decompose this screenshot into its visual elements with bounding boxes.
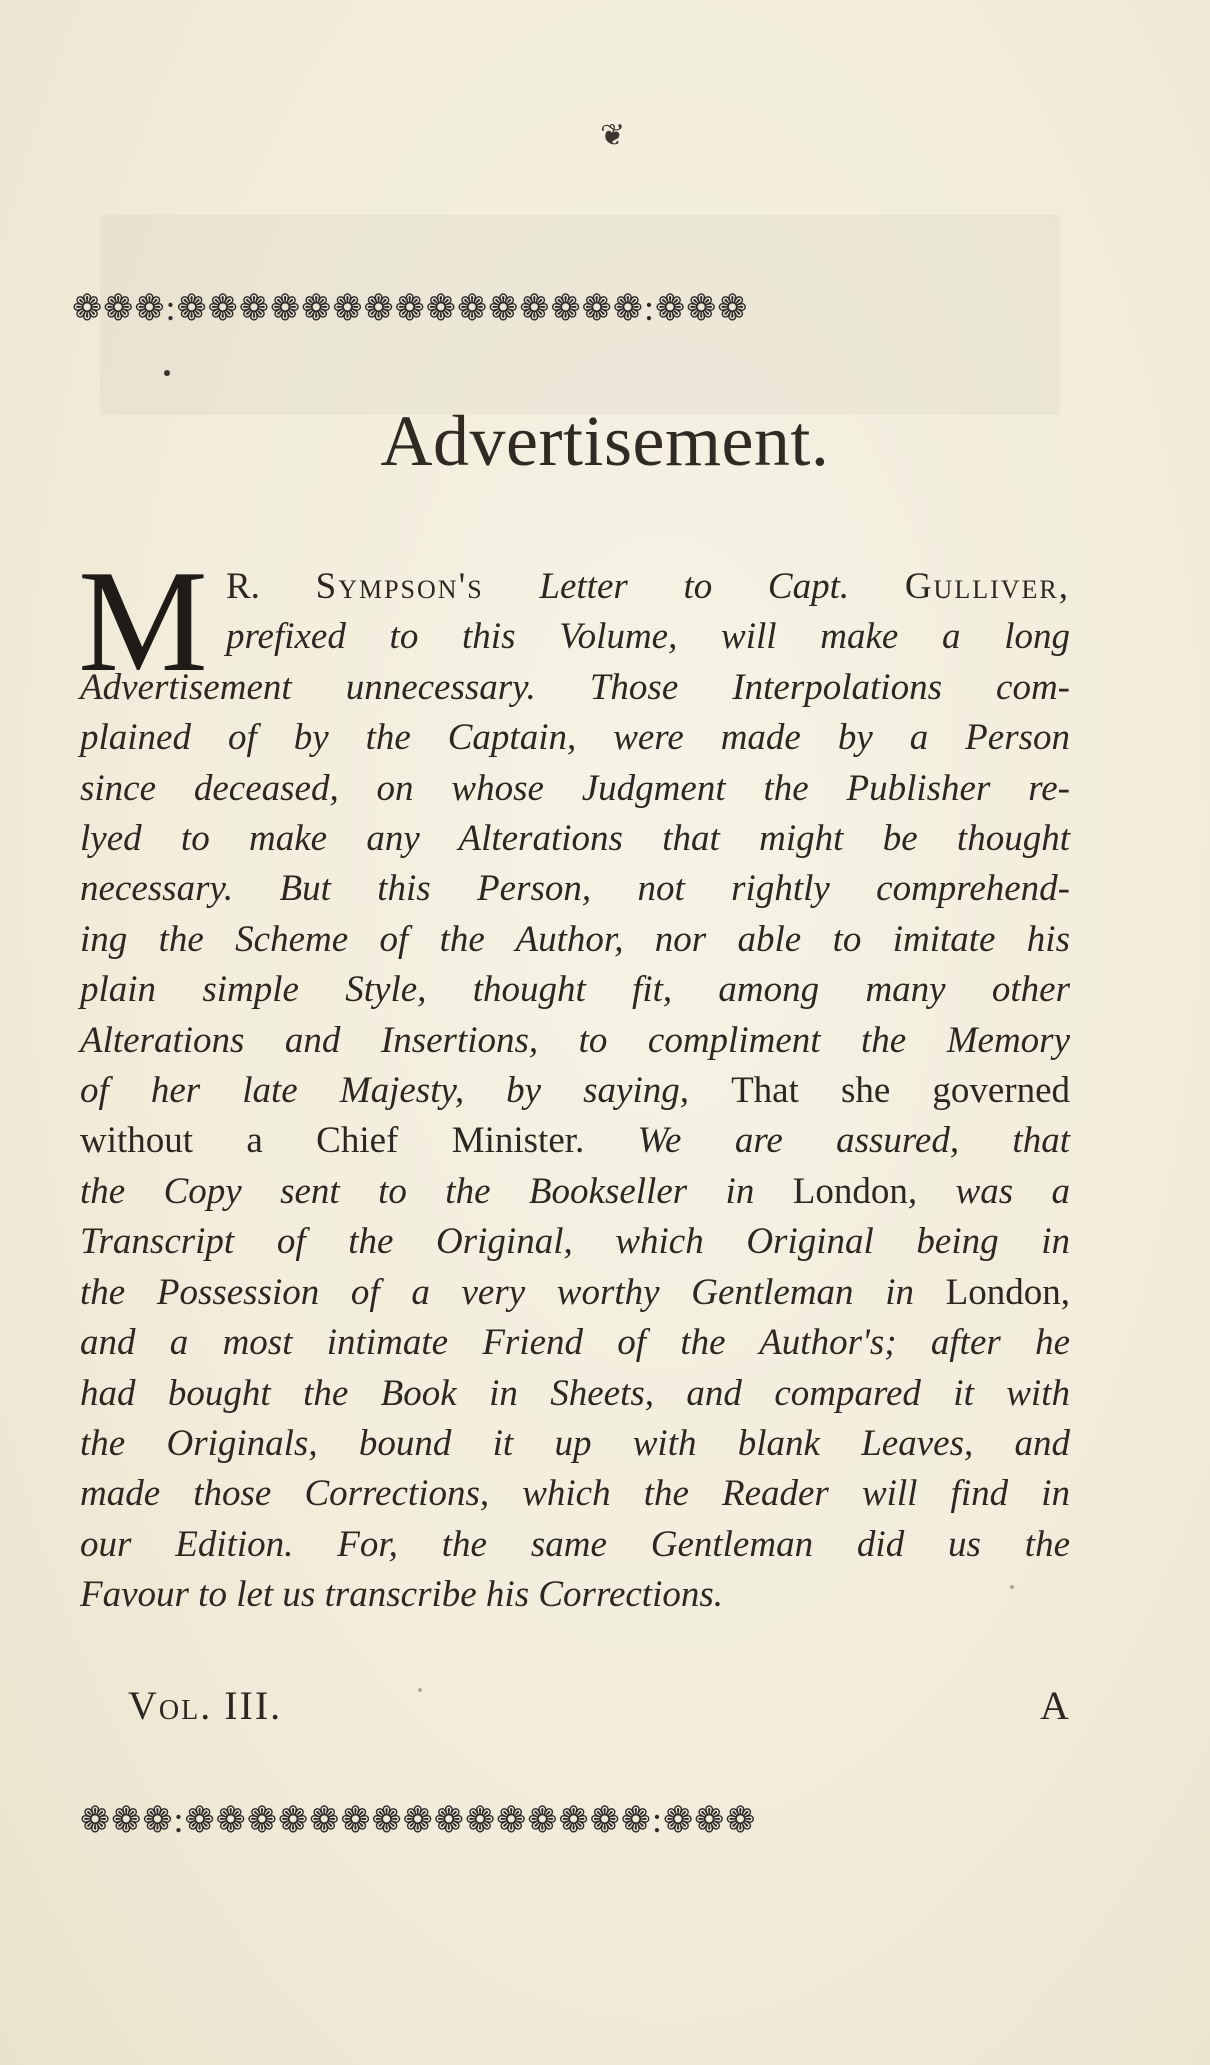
text-line: had bought the Book in Sheets, and compared it with: [80, 1372, 1070, 1414]
text-line: the Originals, bound it up with blank Leaves, and: [80, 1422, 1070, 1464]
ink-speck: [418, 1688, 422, 1692]
text-line: plain simple Style, thought fit, among many other: [80, 969, 1070, 1011]
ornamental-band-top: ❁❁❁:❁❁❁❁❁❁❁❁❁❁❁❁❁❁❁:❁❁❁: [72, 288, 749, 328]
text-line: prefixed to this Volume, will make a long: [226, 616, 1070, 658]
ornamental-band-bottom: ❁❁❁:❁❁❁❁❁❁❁❁❁❁❁❁❁❁❁:❁❁❁: [80, 1800, 757, 1840]
text-line: Favour to let us transcribe his Corrections.: [80, 1574, 724, 1616]
text-line: and a most intimate Friend of the Author's; after he: [80, 1322, 1070, 1364]
text-line: Transcript of the Original, which Original being in: [80, 1221, 1070, 1263]
text-line: necessary. But this Person, not rightly comprehend-: [80, 868, 1070, 910]
text-line: since deceased, on whose Judgment the Publisher re-: [80, 767, 1070, 809]
text-line: the Copy sent to the Bookseller in London, was a: [80, 1170, 1070, 1212]
text-line: Alterations and Insertions, to compliment the Memory: [80, 1019, 1070, 1061]
text-line: our Edition. For, the same Gentleman did us the: [80, 1523, 1070, 1565]
text-line: the Possession of a very worthy Gentleman in London,: [80, 1271, 1070, 1313]
ink-dot: [164, 370, 170, 376]
text-line: R. Sympson's Letter to Capt. Gulliver,: [226, 566, 1070, 607]
ink-speck: [1010, 1585, 1014, 1589]
text-line: of her late Majesty, by saying, That she governed: [80, 1070, 1070, 1112]
volume-label: Vol. III.: [128, 1683, 283, 1728]
drop-cap: M: [78, 540, 208, 702]
page-title: Advertisement.: [380, 401, 830, 481]
signature-mark: A: [1040, 1683, 1069, 1728]
text-line: made those Corrections, which the Reader will find in: [80, 1473, 1070, 1515]
text-line: Advertisement unnecessary. Those Interpolations com-: [80, 666, 1070, 708]
text-line: without a Chief Minister. We are assured, that: [80, 1120, 1070, 1162]
top-vignette-ornament: ❦: [600, 119, 626, 152]
text-line: plained of by the Captain, were made by a Person: [80, 717, 1070, 759]
text-line: lyed to make any Alterations that might be thought: [80, 818, 1070, 860]
advertisement-body: [80, 562, 1070, 1621]
text-line: ing the Scheme of the Author, nor able to imitate his: [80, 918, 1070, 960]
